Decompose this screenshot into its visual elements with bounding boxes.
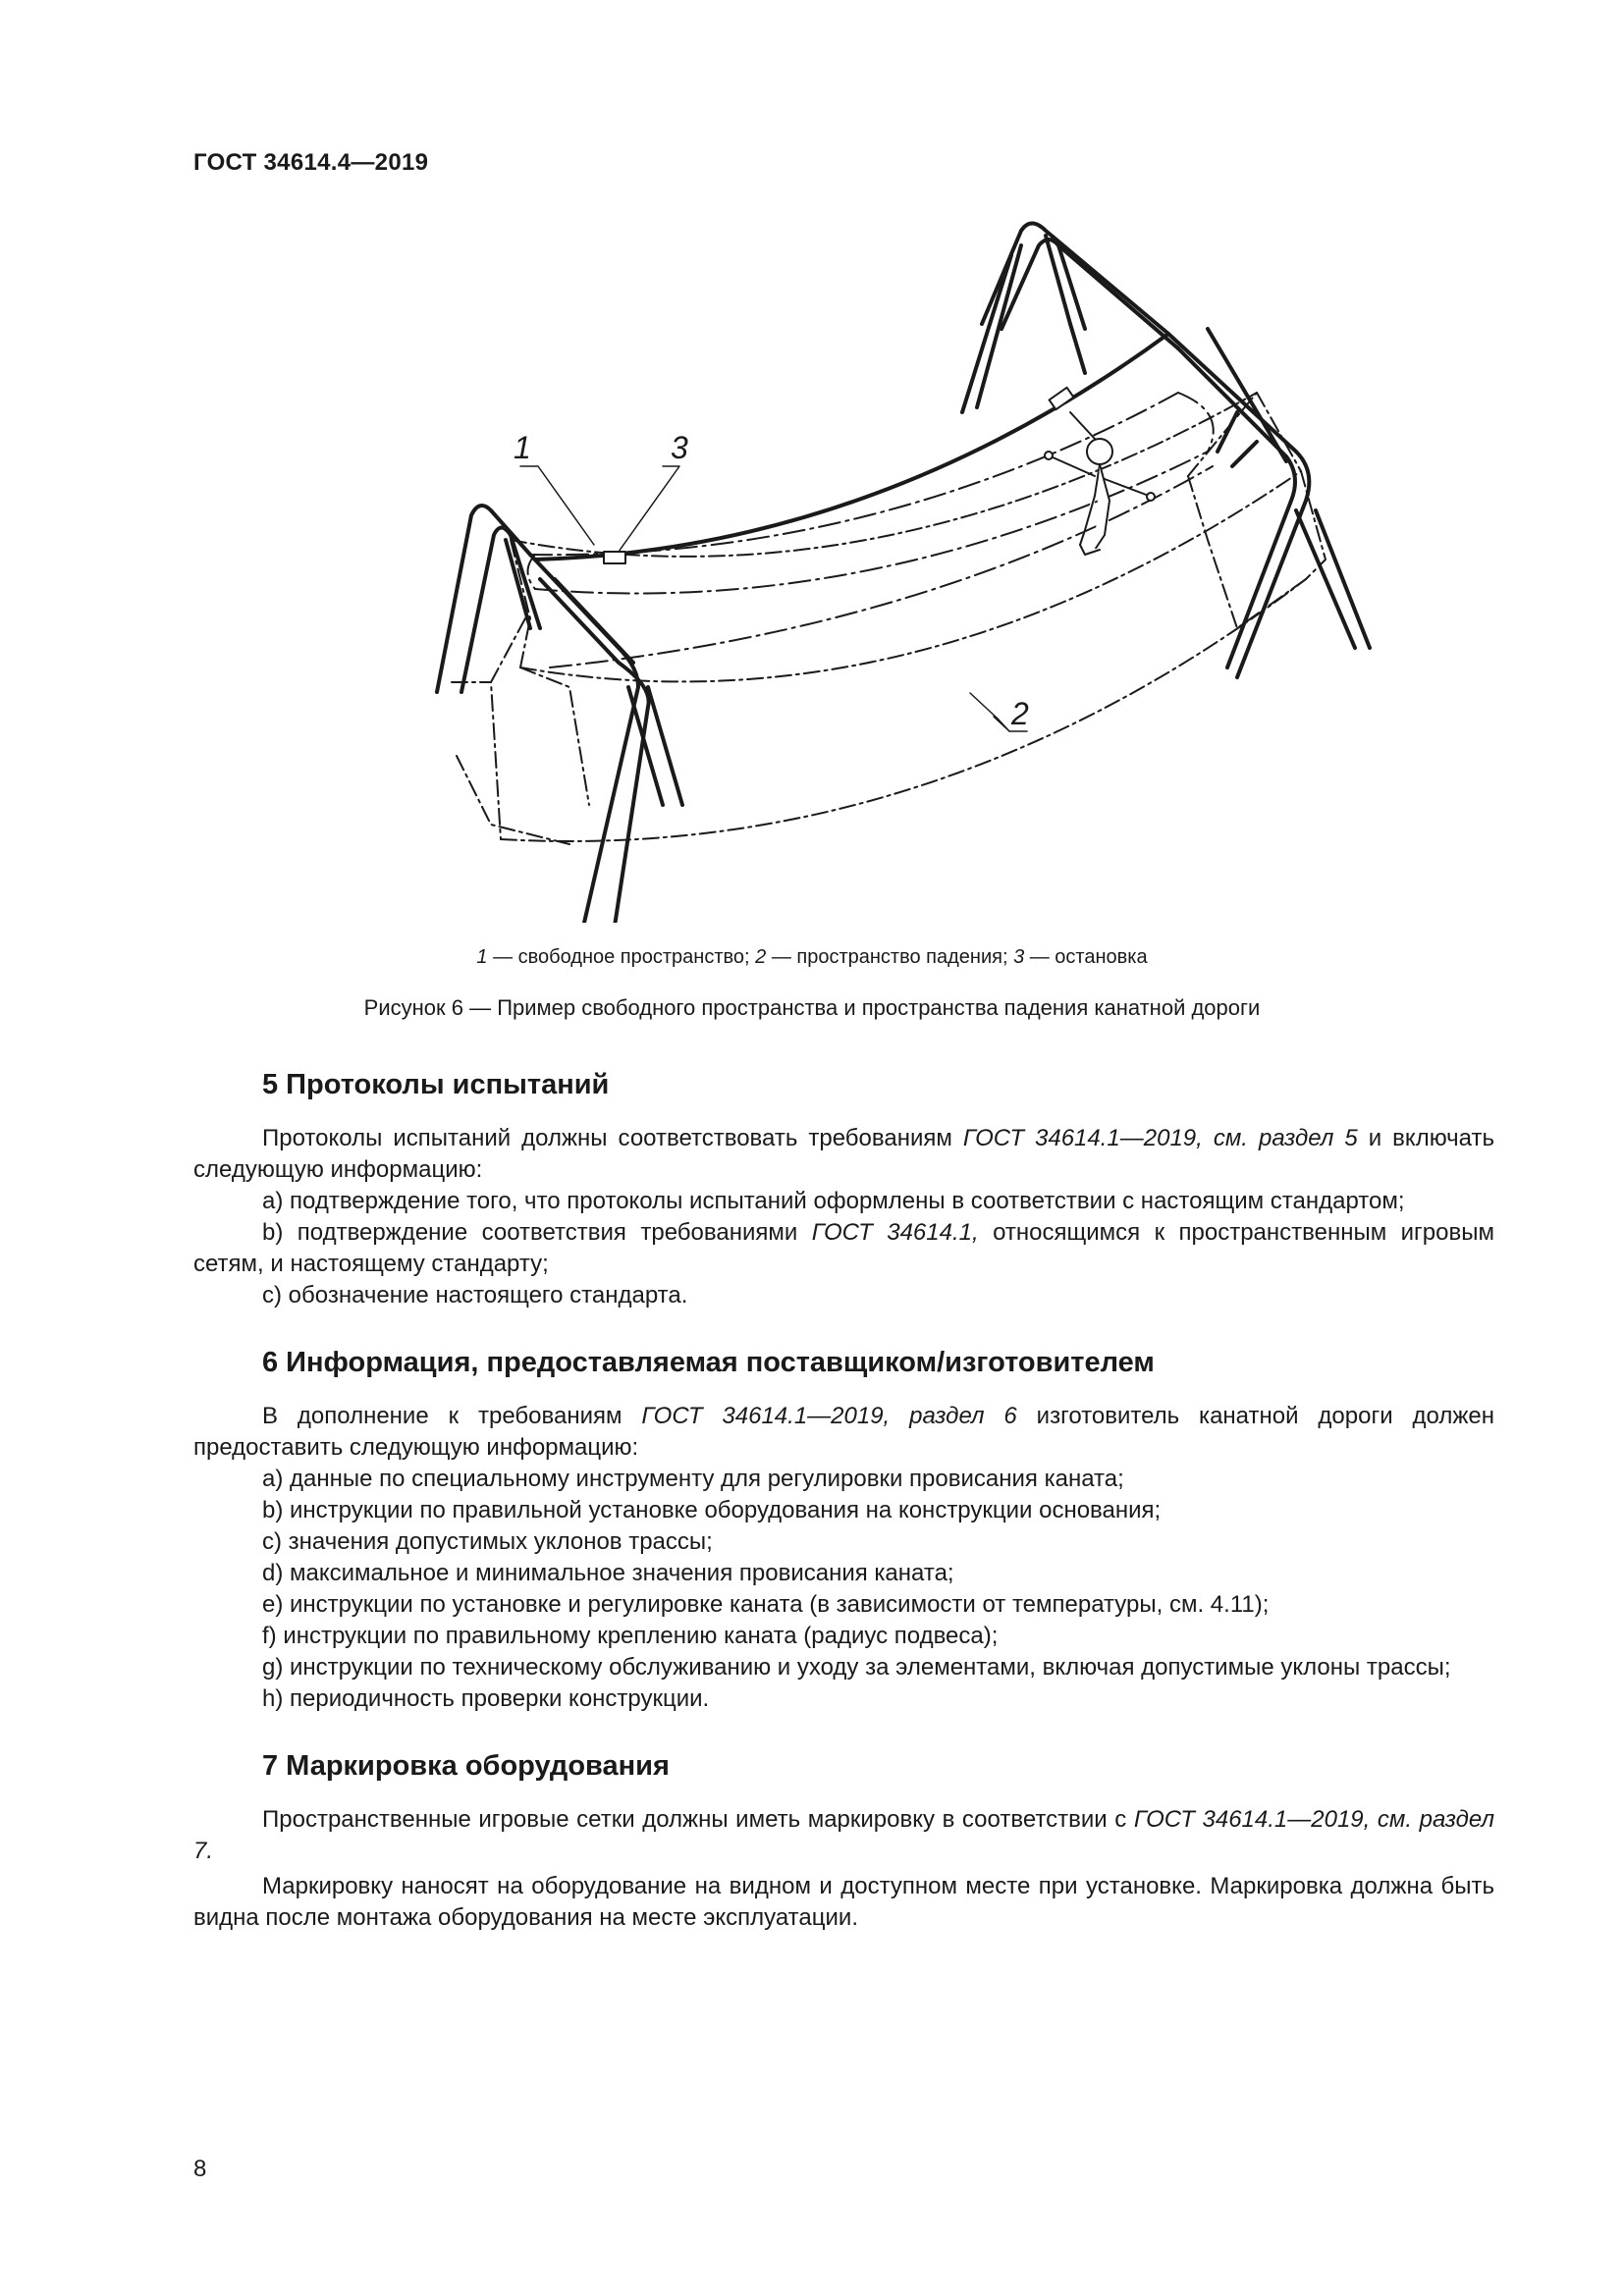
section-7 — [193, 1746, 1494, 1934]
section-5-intro-post: и включать следующую информацию: — [193, 1125, 1494, 1183]
section-5-item-b — [193, 1217, 1494, 1280]
section-7-paragraph-1 — [193, 1804, 1494, 1867]
section-5-item-a: a) подтверждение того, что протоколы испытаний оформлены в соответствии с настоящим стандартом; — [262, 1188, 1405, 1214]
legend-num-3: 3 — [1013, 946, 1025, 968]
section-6-item-c: c) значения допустимых уклонов трассы; — [262, 1528, 713, 1555]
section-6-title: 6 Информация, предоставляемая поставщиком/изготовителем — [262, 1347, 1155, 1378]
left-a-frame — [437, 506, 682, 923]
section-6-intro-ref: ГОСТ 34614.1—2019, раздел 6 — [641, 1403, 1017, 1429]
section-6 — [193, 1343, 1494, 1715]
fall-space-outline — [452, 393, 1326, 844]
label-leaders — [520, 466, 1027, 731]
figure-zipline-diagram — [324, 216, 1384, 923]
section-6-item-e: e) инструкции по установке и регулировке каната (в зависимости от температуры, см. 4.11); — [262, 1591, 1270, 1618]
trolley — [1050, 388, 1074, 409]
section-6-item-d: d) максимальное и минимальное значения провисания каната; — [262, 1560, 954, 1586]
section-6-intro-post: изготовитель канатной дороги должен предоставить следующую информацию: — [193, 1403, 1494, 1461]
legend-text-3: — остановка — [1024, 946, 1148, 968]
section-5-intro — [193, 1123, 1494, 1186]
document-header: ГОСТ 34614.4—2019 — [193, 149, 429, 176]
section-6-intro-pre: В дополнение к требованиям — [262, 1403, 642, 1429]
section-5-item-b-pre: b) подтверждение соответствия требованиями — [262, 1219, 812, 1246]
section-6-item-b: b) инструкции по правильной установке оборудования на конструкции основания; — [262, 1497, 1162, 1523]
section-6-intro — [193, 1401, 1494, 1464]
zipline-rope — [535, 334, 1168, 560]
section-7-p1-ref: ГОСТ 34614.1—2019, см. раздел 7. — [193, 1806, 1495, 1864]
section-5-title: 5 Протоколы испытаний — [262, 1069, 610, 1100]
section-5-item-b-ref: ГОСТ 34614.1, — [811, 1219, 979, 1246]
section-7-paragraph-2: Маркировку наносят на оборудование на видном и доступном месте при установке. Маркировка должна быть видна после монтажа оборудования на месте эксплуатации. — [193, 1873, 1494, 1931]
right-a-frame — [962, 224, 1370, 678]
section-6-item-h: h) периодичность проверки конструкции. — [262, 1685, 710, 1712]
section-6-item-g: g) инструкции по техническому обслуживанию и уходу за элементами, включая допустимые уклоны трассы; — [262, 1654, 1451, 1681]
section-5-item-b-post: относящимся к пространственным игровым сетям, и настоящему стандарту; — [193, 1219, 1495, 1277]
label-2: 2 — [1011, 696, 1029, 731]
section-5 — [193, 1065, 1494, 1311]
page-number: 8 — [193, 2156, 207, 2182]
label-3: 3 — [671, 430, 688, 465]
section-7-title: 7 Маркировка оборудования — [262, 1750, 670, 1782]
end-stop — [604, 552, 625, 563]
section-6-item-f: f) инструкции по правильному креплению каната (радиус подвеса); — [262, 1623, 999, 1649]
figure-caption: Рисунок 6 — Пример свободного пространства и пространства падения канатной дороги — [363, 995, 1261, 1020]
figure-legend — [0, 946, 1624, 969]
free-space-outline — [528, 393, 1214, 667]
legend-num-2: 2 — [755, 946, 767, 968]
label-1: 1 — [514, 430, 531, 465]
legend-num-1: 1 — [476, 946, 488, 968]
legend-text-1: — свободное пространство; — [487, 946, 756, 968]
section-6-item-a: a) данные по специальному инструменту для регулировки провисания каната; — [262, 1466, 1124, 1492]
legend-text-2: — пространство падения; — [766, 946, 1014, 968]
section-7-p1-pre: Пространственные игровые сетки должны иметь маркировку в соответствии с — [262, 1806, 1134, 1833]
section-5-intro-pre: Протоколы испытаний должны соответствовать требованиям — [262, 1125, 963, 1151]
section-5-intro-ref: ГОСТ 34614.1—2019, см. раздел 5 — [962, 1125, 1358, 1151]
document-body — [193, 1065, 1494, 1934]
section-5-item-c: c) обозначение настоящего стандарта. — [262, 1282, 688, 1308]
